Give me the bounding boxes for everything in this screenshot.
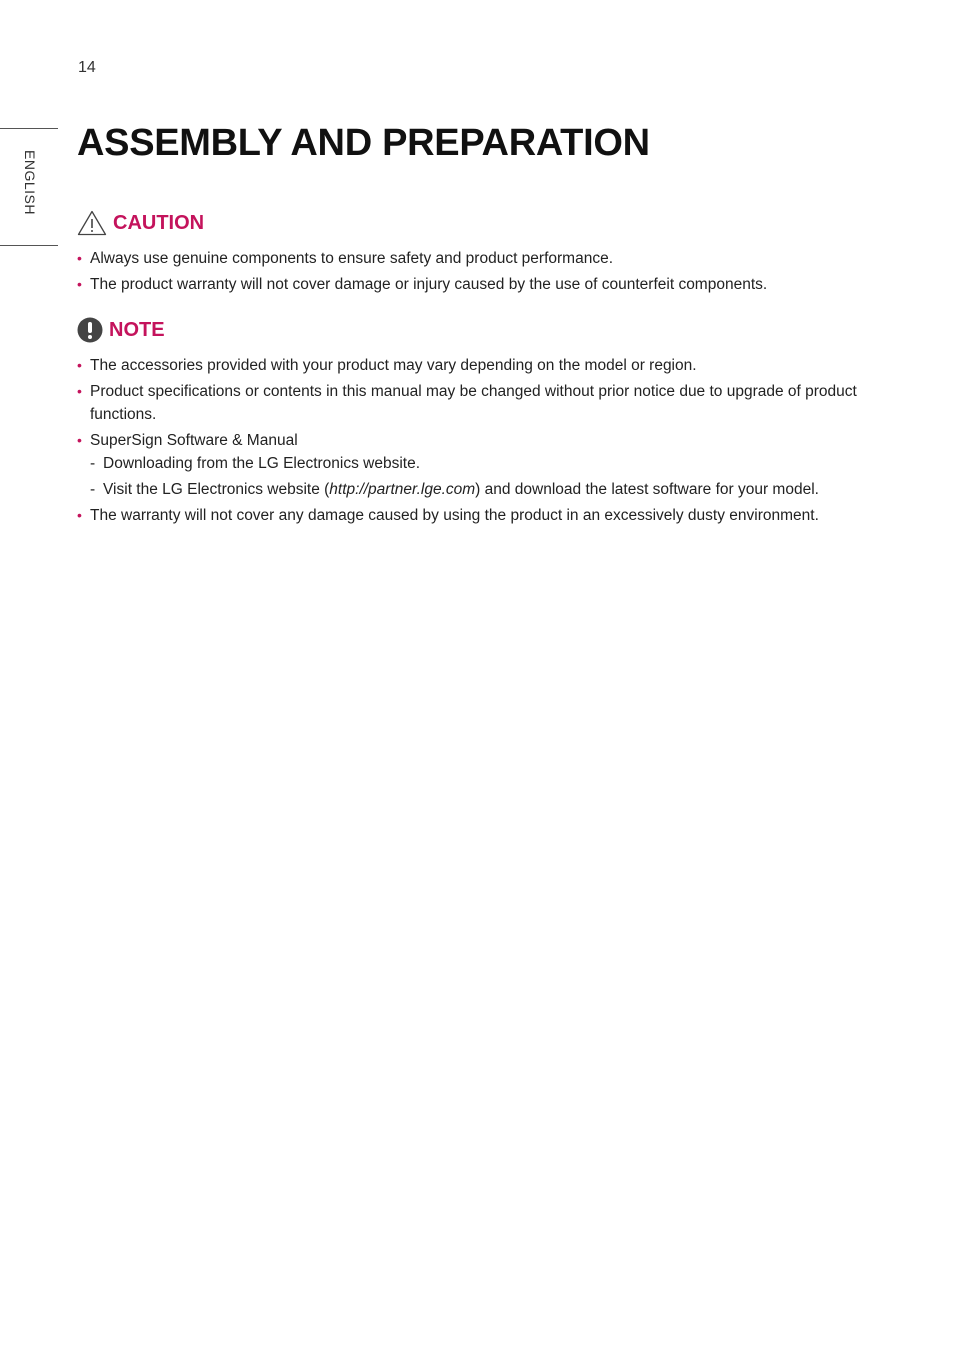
list-item xyxy=(77,247,887,270)
list-item-text: The product warranty will not cover damage or injury caused by the use of counterfeit components. xyxy=(90,276,768,293)
list-item xyxy=(77,429,887,501)
bullet-icon: • xyxy=(77,432,82,448)
bullet-icon: • xyxy=(77,383,82,399)
page-title: ASSEMBLY AND PREPARATION xyxy=(77,122,650,164)
warning-triangle-icon xyxy=(77,210,107,236)
sub-list xyxy=(90,452,887,501)
list-item xyxy=(77,380,887,426)
side-rule-top xyxy=(0,128,58,129)
list-item-text: The warranty will not cover any damage caused by using the product in an excessively dusty environment. xyxy=(90,507,819,524)
website-link[interactable]: http://partner.lge.com xyxy=(329,481,476,498)
list-item-text: SuperSign Software & Manual xyxy=(90,432,298,449)
list-item xyxy=(77,273,887,296)
sub-text-pre: Visit the LG Electronics website ( xyxy=(103,481,330,498)
page-number: 14 xyxy=(78,59,96,76)
side-language-label: ENGLISH xyxy=(22,150,38,215)
dash-icon: - xyxy=(90,455,96,472)
exclamation-circle-icon xyxy=(77,317,103,343)
list-item xyxy=(77,354,887,377)
caution-list xyxy=(77,247,887,299)
note-list xyxy=(77,354,887,530)
caution-label: CAUTION xyxy=(113,211,205,234)
sub-list-item xyxy=(90,478,887,501)
bullet-icon: • xyxy=(77,250,82,266)
bullet-icon: • xyxy=(77,507,82,523)
list-item-text: The accessories provided with your product may vary depending on the model or region. xyxy=(90,357,697,374)
list-item-text: Always use genuine components to ensure safety and product performance. xyxy=(90,250,614,267)
caution-heading xyxy=(77,210,204,236)
list-item-text: Product specifications or contents in this manual may be changed without prior notice due to upgrade of product functions. xyxy=(90,383,857,423)
side-rule-bottom xyxy=(0,245,58,246)
sub-list-item xyxy=(90,452,887,475)
note-heading xyxy=(77,317,165,343)
bullet-icon: • xyxy=(77,276,82,292)
dash-icon: - xyxy=(90,481,96,498)
note-label: NOTE xyxy=(109,318,165,341)
list-item xyxy=(77,504,887,527)
sub-text-post: ) and download the latest software for your model. xyxy=(475,481,819,498)
sub-list-item-text: Downloading from the LG Electronics website. xyxy=(103,455,421,472)
bullet-icon: • xyxy=(77,357,82,373)
